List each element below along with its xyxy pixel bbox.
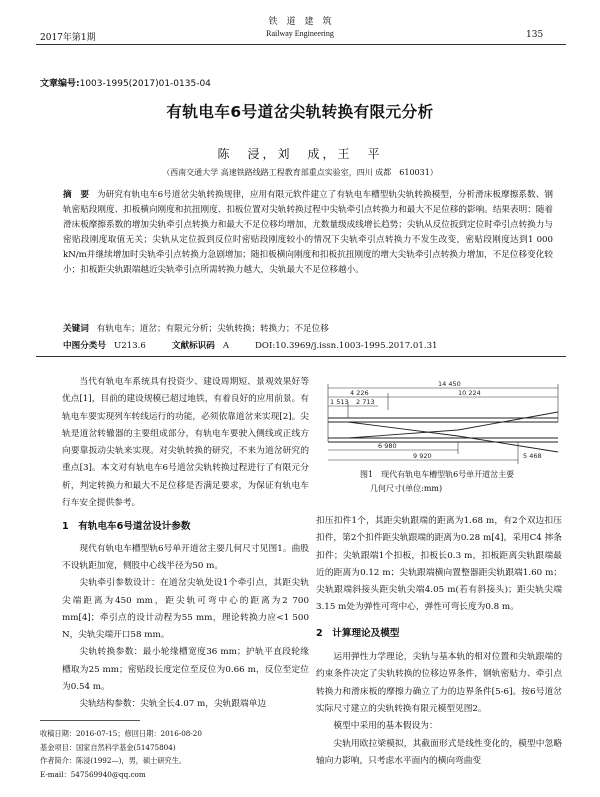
paper-title: 有轨电车6号道岔尖轨转换有限元分析 (166, 103, 434, 121)
body-paragraph: 模型中采用的基本假设为： (333, 721, 438, 732)
abstract-text: 为研究有轨电车6号道岔尖轨转换规律，应用有限元软件建立了有轨电车槽型轨尖轨转换模型，分析滑床板摩擦系数、钢轨密贴段刚度、扣板横向刚度和抗扭刚度、扣板位置对尖轨转换过程中尖轨牵引点转换力和最大不足位移的影响。结果表明：随着滑床板摩擦系数的增加尖轨牵引点转换力和最大不足位移均增加，尤数量级成线增长趋势；尖轨从反位扳到定位时牵引点转换力与密贴段刚度取值无关；尖轨从定位扳到反位时密贴段刚度较小的情况下尖轨牵引点转换力不发生改变，密贴段刚度达到1 000 kN/m并继续增加时尖轨牵引点转换力急剧增加；随扣板横向刚度和扣板抗扭刚度的增大尖轨牵引点转换力增加，不足位移变化较小；扣板距尖轨跟端越近尖轨牵引点所需转换力越大，尖轨最大不足位移越小。 (63, 190, 553, 275)
right-column (316, 513, 562, 770)
section-2-heading: 2 计算理论及模型 (316, 627, 400, 639)
clc-label: 中图分类号 (63, 341, 106, 351)
running-header (0, 17, 600, 39)
dimension-label: 4 226 (350, 389, 369, 397)
article-number-value: 1003-1995(2017)01-0135-04 (79, 79, 211, 89)
journal-name-cn: 铁 道 建 筑 (268, 17, 332, 27)
header-rule (36, 44, 566, 45)
turnout-diagram (318, 378, 568, 470)
body-paragraph: 现代有轨电车槽型轨6号单开道岔主要几何尺寸见图1。曲股不设轨距加宽，侧股中心线半径为50 m。 (62, 543, 309, 571)
authors: 陈 浸，刘 成，王 平 (217, 147, 383, 161)
abstract-label: 摘 要 (63, 190, 89, 200)
doi: DOI:10.3969/j.issn.1003-1995.2017.01.31 (255, 341, 438, 351)
affiliation: （西南交通大学 高速铁路线路工程教育部重点实验室，四川 成都 610031） (162, 168, 438, 177)
footnote-rule (40, 720, 140, 721)
body-paragraph: 尖轨牵引参数设计：在道岔尖轨处设1个牵引点，其距尖轨尖端距离为450 mm，距尖轨可弯中心的距离为2 700 mm[4]；牵引点的设计动程为55 mm，理论转换力应<1 500 N，尖轨尖端开口58 mm。 (62, 578, 309, 641)
abstract (63, 188, 553, 278)
dimension-label: 6 980 (378, 442, 397, 450)
journal-name-en: Railway Engineering (266, 29, 334, 38)
footnotes (40, 727, 202, 781)
body-paragraph: 尖轨结构参数：尖轨全长4.07 m，尖轨跟端单边 (79, 699, 267, 710)
left-column (62, 374, 309, 714)
article-number (40, 76, 211, 89)
body-paragraph: 尖轨用欧拉梁模拟，其截面形式是线性变化的，模型中忽略轴向力影响，只考虑水平面内的横向弯曲变 (316, 738, 562, 766)
figure-caption (360, 468, 575, 496)
keywords-text: 有轨电车；道岔；有限元分析；尖轨转换；转换力；不足位移 (96, 324, 329, 334)
doc-code-label: 文献标识码 (171, 341, 215, 351)
article-number-label: 文章编号: (40, 79, 80, 89)
dimension-label: 2 713 (356, 398, 375, 406)
classification-line (63, 339, 563, 351)
dimension-label: 14 450 (438, 380, 461, 388)
caption-line: 几何尺寸(单位:mm) (370, 484, 443, 493)
dimension-label: 5 468 (523, 452, 542, 460)
rails (328, 412, 558, 452)
doc-code-value: A (222, 341, 230, 351)
footnote-funding: 基金项目：国家自然科学基金(51475804) (40, 742, 176, 752)
intro-paragraph: 当代有轨电车系统具有投资少、建设周期短、景观效果好等优点[1]，目前的建设规模已超过地铁，有着良好的应用前景。有轨电车要实现列车转线运行的功能，必须依靠道岔来实现[2]。尖轨是道岔转辙器的主要组成部分，有轨电车要驶入侧线或正线方向要靠扳动尖轨来实现。对尖轨转换的研究，不来为道岔研究的重点[3]。本文对有轨电车6号道岔尖轨转换过程进行了有限元分析，判定转换力和最大不足位移是否满足要求，为保证有轨电车行车安全提供参考。 (62, 377, 309, 509)
clc-value: U213.6 (113, 341, 146, 351)
dimension-label: 1 513 (330, 398, 349, 406)
footnote-email: E-mail：547569940@qq.com (40, 769, 146, 779)
dimension-label: 10 224 (458, 389, 481, 397)
keywords (63, 322, 329, 334)
section-rule (36, 356, 566, 357)
page-number: 135 (526, 30, 544, 40)
body-paragraph: 尖轨转换参数：最小轮缘槽宽度36 mm；护轨平直段轮缘槽取为25 mm；密贴段长度定位至反位为0.66 m，反位至定位为0.54 m。 (62, 647, 309, 693)
keywords-label: 关键词 (63, 324, 89, 334)
footnote-author: 作者简介：陈浸(1992—)，男，硕士研究生。 (40, 756, 187, 765)
section-1-heading: 1 有轨电车6号道岔设计参数 (62, 521, 191, 533)
body-paragraph: 扣压扣件1个，其距尖轨跟端的距离为1.68 m，有2个双边扣压扣件，第2个扣件距尖轨跟端的距离为0.28 m[4]，采用C4 摔条扣件；尖轨跟端1个扣板，扣板长0.3 m，扣板距离尖轨跟端最近的距离为0.12 m；尖轨跟端横向置整器距尖轨跟端1.60 m；尖轨跟端斜接头距尖轨尖端4.05 m(若有斜接头)；距尖轨尖端3.15 m处为弹性可弯中心，弹性可弯长度为0.8 m。 (316, 516, 562, 613)
body-paragraph: 运用弹性力学理论，尖轨与基本轨的相对位置和尖轨跟端的约束条件决定了尖轨转换的位移边界条件，钢轨密贴力、牵引点转换力和滑床板的摩擦力确立了力的边界条件[5-6]。按6号道岔实际尺寸建立的尖轨转换有限元模型见图2。 (316, 652, 562, 714)
dimension-label: 9 920 (413, 452, 432, 460)
footnote-received: 收稿日期：2016-07-15；修回日期：2016-08-20 (40, 729, 202, 738)
issue-label: 2017年第1期 (40, 33, 96, 43)
caption-line: 图1 现代有轨电车槽型轨6号单开道岔主要 (360, 470, 515, 479)
